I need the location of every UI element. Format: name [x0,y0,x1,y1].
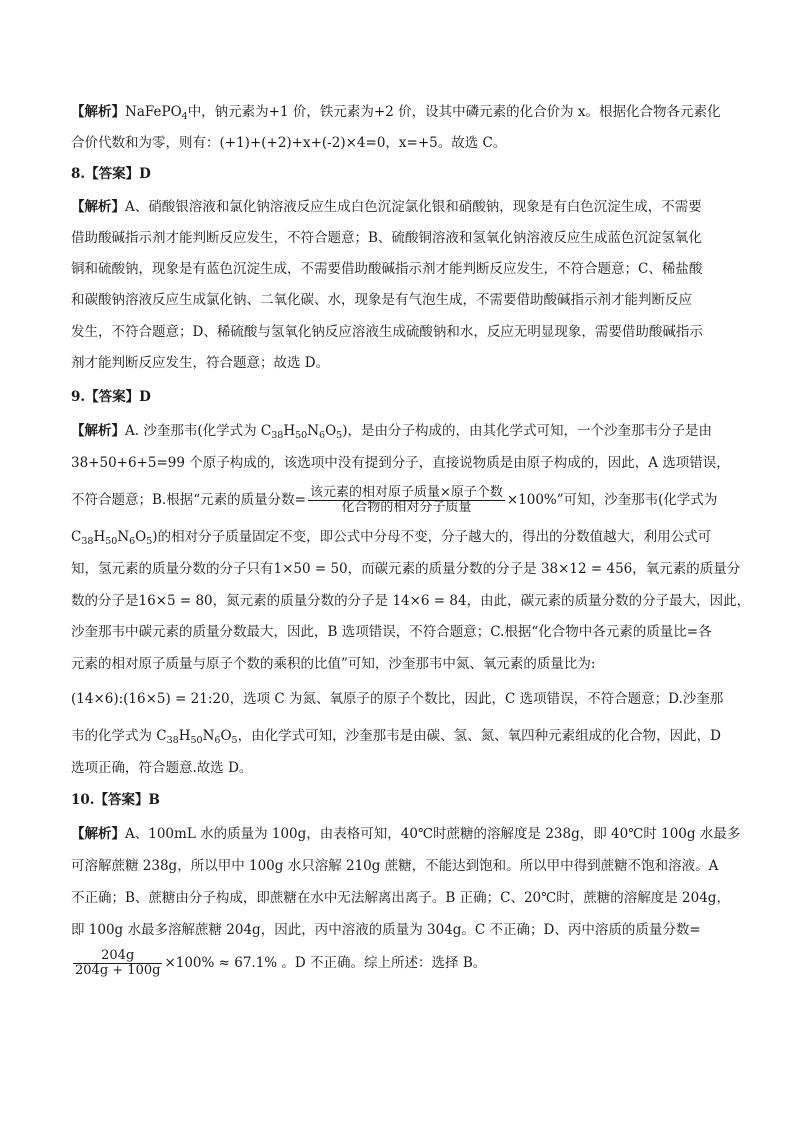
q10-tag: 【解析】 [71,826,125,842]
q8-line-6: 剂才能判断反应发生，符合题意；故选 D。 [71,355,330,371]
q10-answer: 10.【答案】B [71,792,160,808]
q9-line-10: 韦的化学式为 $C_{38}H_{50}N_6O_5$，由化学式可知，沙奎那韦是由碳、氢、氮、氧四种元素组成的化合物，因此，D [71,728,721,746]
q7-tag: 【解析】 [71,104,125,120]
q9-line-3: 不符合题意；B.根据“元素的质量分数= $\frac{\text{该元素的相对原子质量×原子个数}}{\text{化合物的相对分子质量}}$ ×100%”可知，沙奎那韦(化学式为 [71,485,718,515]
q9-line-4: $C_{38}H_{50}N_6O_5$)的相对分子质量固定不变，即公式中分母不变，分子越大的，得出的分数值越大，利用公式可 [71,529,712,547]
q8-line-4: 和碳酸钠溶液反应生成氯化钠、二氧化碳、水，现象是有气泡生成，不需要借助酸碱指示剂才能判断反应 [71,292,692,308]
q9-tag: 【解析】 [71,423,125,439]
q10-line-5: $\frac{204g}{204g + 100g}$ ×100% ≈ 67.1% 。D 不正确。综上所述：选择 B。 [75,948,487,978]
q8-line-1: 【解析】A、硝酸银溶液和氯化钠溶液反应生成白色沉淀氯化银和硝酸钠，现象是有白色沉淀生成，不需要 [71,199,702,215]
q10-line-4: 即 100g 水最多溶解蔗糖 204g，因此，丙中溶液的质量为 304g。C 不正确；D、丙中溶质的质量分数= [71,922,701,938]
q8-line-5: 发生，不符合题意；D、稀硫酸与氢氧化钠反应溶液生成硫酸钠和水，反应无明显现象，需要借助酸碱指示 [71,324,703,340]
q9-answer: 9.【答案】D [71,389,151,405]
q8-line-2: 借助酸碱指示剂才能判断反应发生，不符合题意；B、硫酸铜溶液和氢氧化钠溶液反应生成蓝色沉淀氢氧化 [71,230,702,246]
q9-line-5: 知，氢元素的质量分数的分子只有1×50 = 50，而碳元素的质量分数的分子是 38×12 = 456，氧元素的质量分 [71,561,741,577]
q9-line-9: (14×6):(16×5) = 21:20，选项 C 为氮、氧原子的原子个数比，因此，C 选项错误，不符合题意；D.沙奎那 [71,691,724,707]
q9-line-2: 38+50+6+5=99 个原子构成的，该选项中没有提到分子，直接说物质是由原子构成的，因此，A 选项错误， [71,455,730,471]
q10-line-3: 不正确；B、蔗糖由分子构成，即蔗糖在水中无法解离出离子。B 正确；C、20℃时，蔗糖的溶解度是 204g， [71,890,730,906]
mass-fraction-formula: $\frac{\text{该元素的相对原子质量×原子个数}}{\text{化合物的相对分子质量}}$ [309,485,503,515]
q9-line-6: 数的分子是16×5 = 80，氮元素的质量分数的分子是 14×6 = 84，由此，碳元素的质量分数的分子最大，因此， [71,593,751,609]
q7-line-2: 合价代数和为零，则有：(+1)+(+2)+x+(-2)×4=0，x=+5。故选 C。 [71,135,507,151]
q8-tag: 【解析】 [71,199,125,215]
q9-line-7: 沙奎那韦中碳元素的质量分数最大，因此，B 选项错误，不符合题意；C.根据“化合物中各元素的质量比=各 [71,624,712,640]
q9-line-8: 元素的相对原子质量与原子个数的乘积的比值”可知，沙奎那韦中氮、氧元素的质量比为: [71,656,596,672]
q8-line-3: 铜和硫酸钠，现象是有蓝色沉淀生成，不需要借助酸碱指示剂才能判断反应发生，不符合题意；C、稀盐酸 [71,261,703,277]
solute-fraction: $\frac{204g}{204g + 100g}$ [75,948,161,978]
q10-line-1: 【解析】A、100mL 水的质量为 100g，由表格可知，40℃时蔗糖的溶解度是 238g，即 40℃时 100g 水最多 [71,826,741,842]
q7-line-1: 【解析】NaFePO$_4$中，钠元素为+1 价，铁元素为+2 价，设其中磷元素的化合价为 x。根据化合物各元素化 [71,104,721,122]
q8-answer: 8.【答案】D [71,166,151,182]
q10-line-2: 可溶解蔗糖 238g，所以甲中 100g 水只溶解 210g 蔗糖，不能达到饱和。所以甲中得到蔗糖不饱和溶液。A [71,858,719,874]
q9-line-11: 选项正确，符合题意.故选 D。 [71,760,253,776]
q9-line-1: 【解析】A. 沙奎那韦(化学式为 $C_{38}H_{50}N_6O_5$)，是由分子构成的，由其化学式可知，一个沙奎那韦分子是由 [71,423,712,441]
